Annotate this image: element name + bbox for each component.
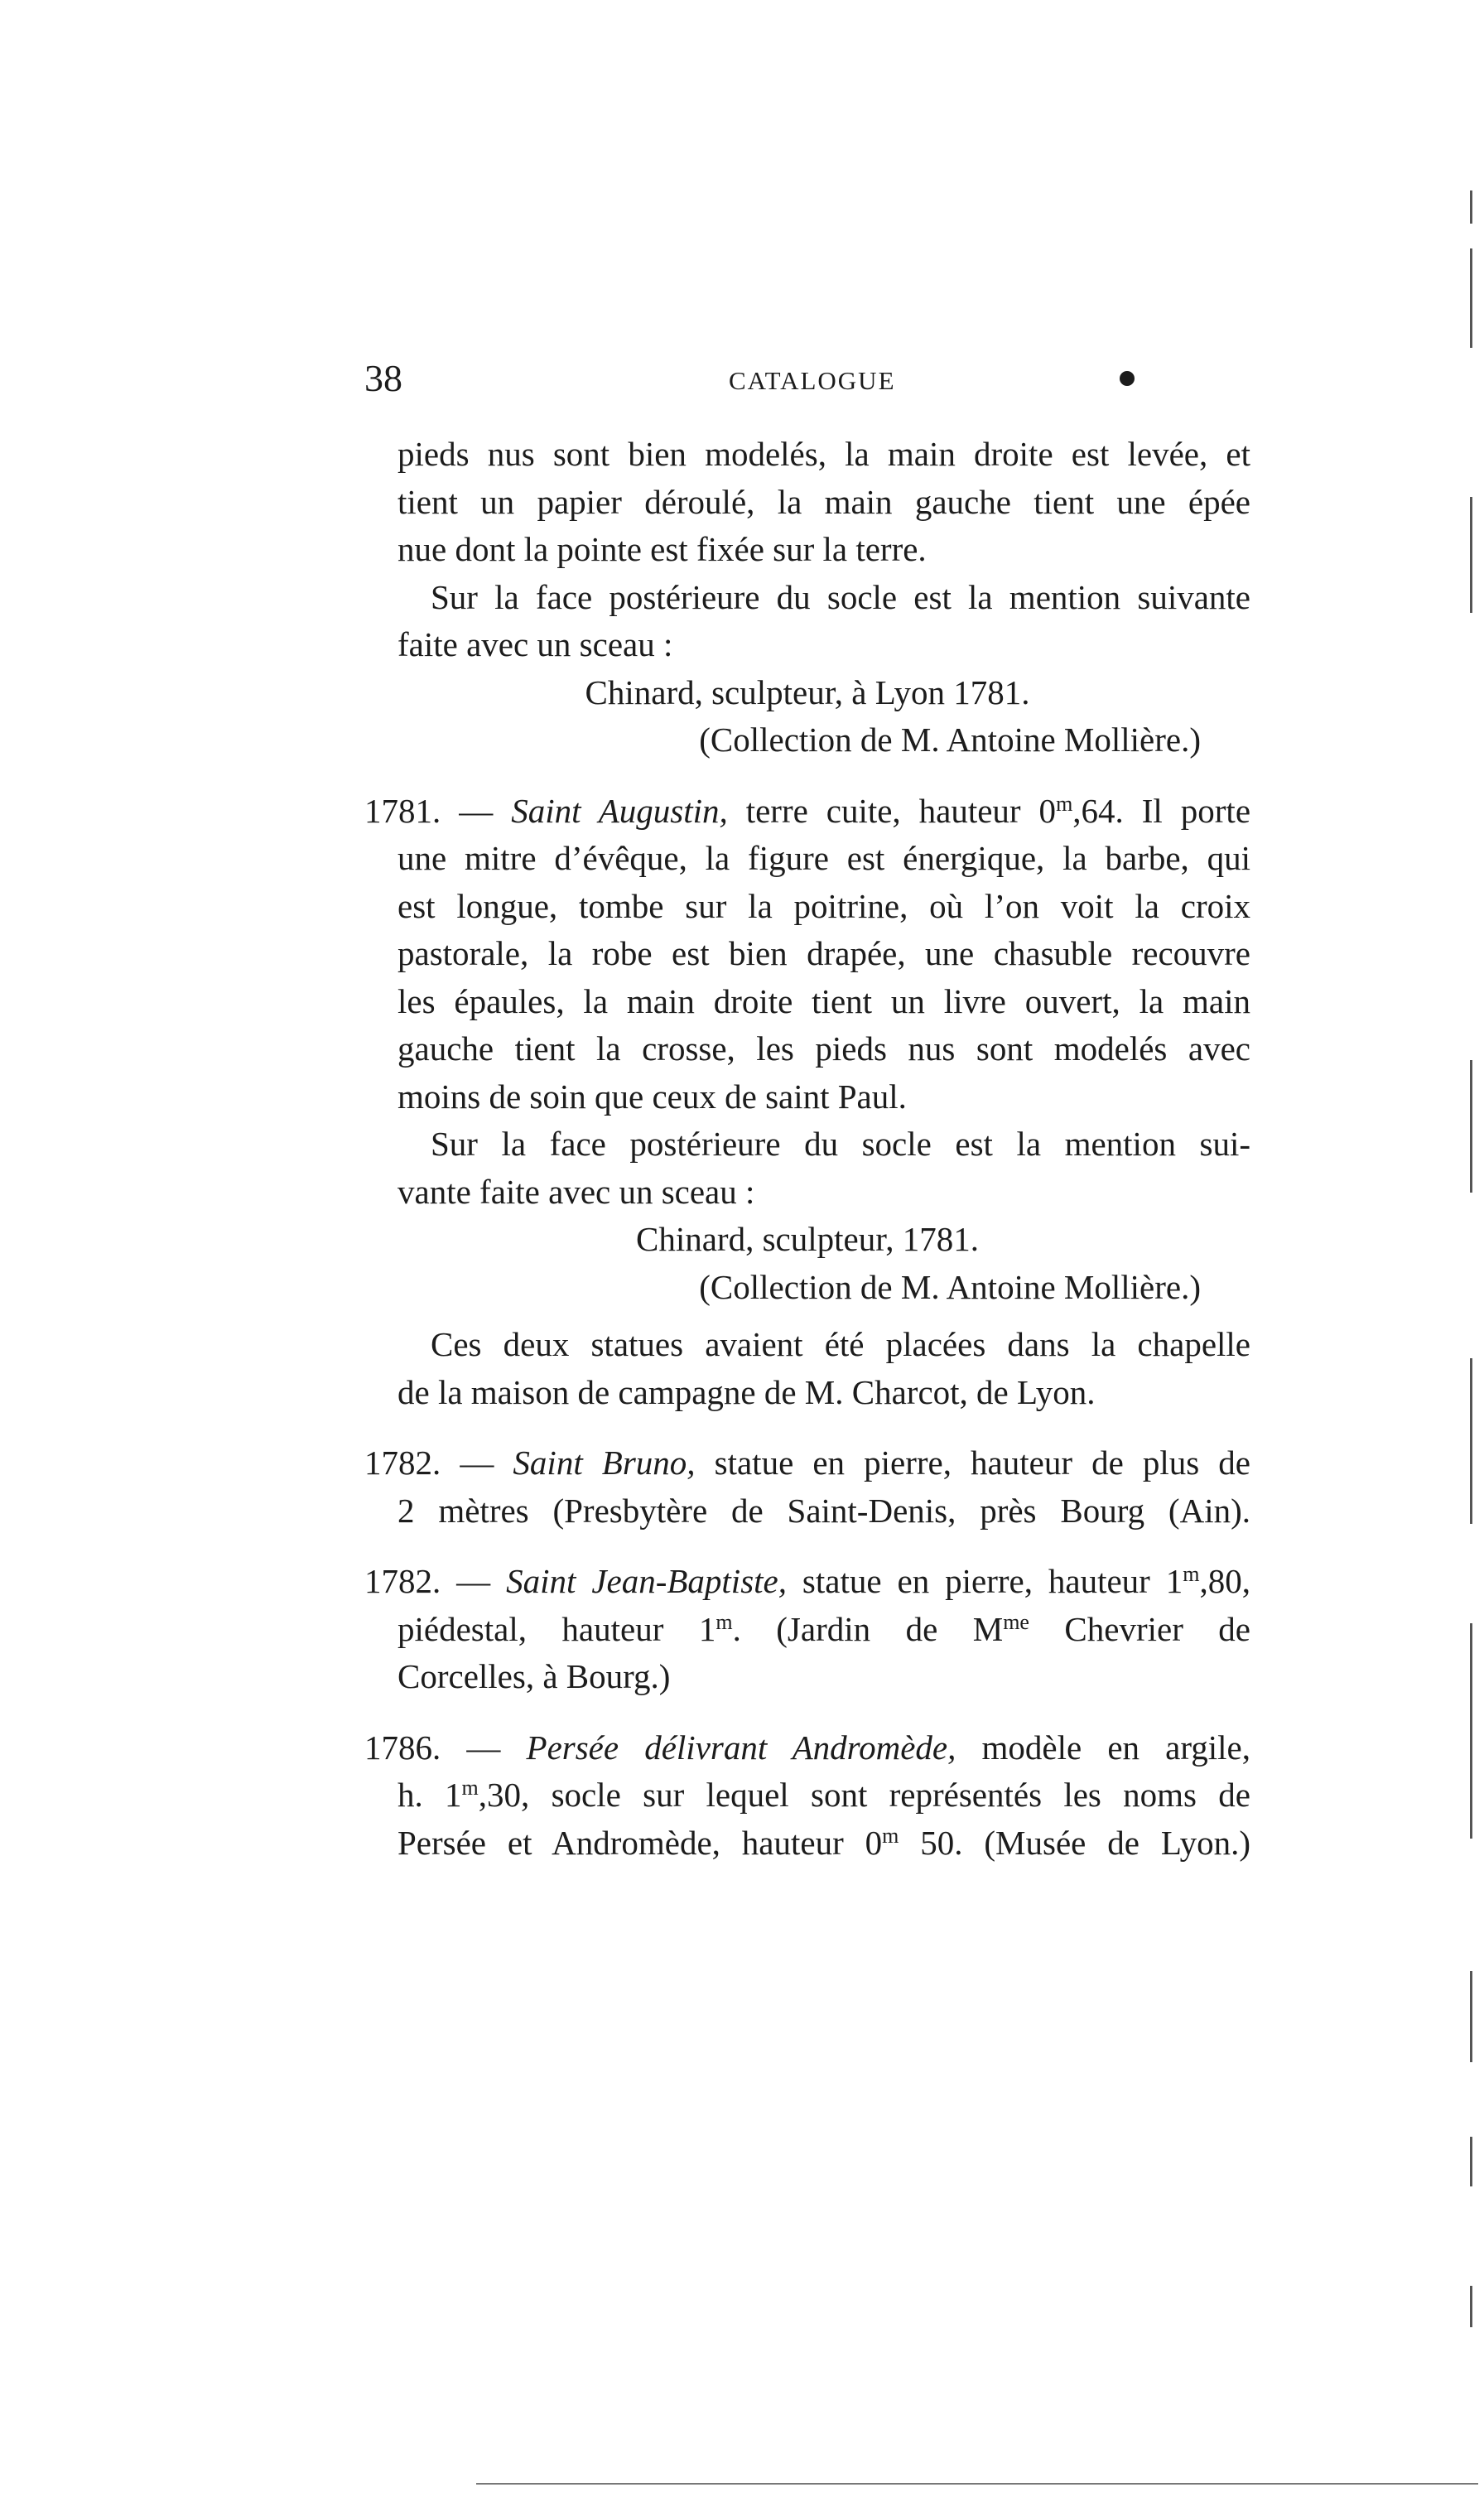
text-line: Corcelles, à Bourg.) — [398, 1657, 671, 1695]
signature-inscription: Chinard, sculpteur, 1781. — [636, 1220, 979, 1258]
text-line: moins de soin que ceux de saint Paul. — [398, 1077, 907, 1116]
text-line — [364, 1820, 1250, 1868]
running-title: CATALOGUE — [729, 366, 896, 395]
text-span: terre cuite, hauteur 0 — [727, 791, 1057, 830]
entry-heading-line — [364, 1724, 1250, 1772]
text-span: 50. (Musée de Lyon.) — [899, 1823, 1250, 1862]
entry-number: 1781. — — [364, 791, 512, 830]
scan-edge-mark — [1470, 1060, 1472, 1193]
text-span: piédestal, hauteur 1 — [398, 1609, 716, 1648]
text-line: faite avec un sceau : — [398, 625, 673, 663]
entry-1782-saint-bruno — [364, 1439, 1250, 1535]
text-span: statue en pierre, hauteur de plus de — [695, 1444, 1250, 1482]
text-line: Ces deux statues avaient été placées dans la chapelle — [431, 1325, 1250, 1363]
scan-edge-mark — [1470, 2137, 1472, 2186]
entry-heading-line — [364, 788, 1250, 836]
text-line: nue dont la pointe est fixée sur la terre. — [398, 530, 927, 568]
collection-note: (Collection de M. Antoine Mollière.) — [699, 1267, 1201, 1306]
text-line: de la maison de campagne de M. Charcot, de Lyon. — [398, 1372, 1096, 1411]
text-line: pastorale, la robe est bien drapée, une chasuble recouvre — [398, 934, 1250, 972]
scan-edge-mark — [1470, 190, 1472, 224]
text-span: Chevrier de — [1029, 1609, 1250, 1648]
entry-heading-line — [364, 1439, 1250, 1487]
scan-edge-mark — [1470, 1971, 1472, 2062]
text-line — [364, 1606, 1250, 1654]
text-line: pieds nus sont bien modelés, la main droite est levée, et — [398, 435, 1250, 473]
text-line: tient un papier déroulé, la main gauche tient une épée — [398, 482, 1250, 521]
spacer — [364, 1535, 1250, 1558]
text-line: vante faite avec un sceau : — [398, 1172, 755, 1211]
superscript: m — [1183, 1562, 1200, 1586]
entry-title: Saint Jean-Baptiste, — [506, 1562, 787, 1600]
entry-title: Persée délivrant Andromède, — [526, 1728, 956, 1767]
text-line: une mitre d’évêque, la figure est énergique, la barbe, qui — [398, 839, 1250, 877]
text-span: modèle en argile, — [956, 1728, 1250, 1767]
scan-edge-mark — [1470, 1358, 1472, 1524]
signature-inscription: Chinard, sculpteur, à Lyon 1781. — [585, 672, 1030, 711]
scan-edge-mark — [1470, 497, 1472, 613]
text-span: ,80, — [1199, 1562, 1250, 1600]
bullet-mark — [1120, 371, 1135, 386]
text-line: 2 mètres (Presbytère de Saint-Denis, près Bourg (Ain). — [398, 1491, 1250, 1530]
text-span: . (Jardin de M — [732, 1609, 1004, 1648]
entry-number: 1782. — — [364, 1444, 513, 1482]
superscript: m — [461, 1776, 479, 1800]
text-line: Sur la face postérieure du socle est la mention sui- — [431, 1125, 1250, 1163]
text-line — [364, 1772, 1250, 1820]
text-span: h. 1 — [398, 1776, 462, 1814]
spacer — [364, 1311, 1250, 1321]
scan-edge-mark — [1470, 248, 1472, 348]
spacer — [364, 1416, 1250, 1439]
intro-paragraph — [364, 431, 1250, 764]
spacer — [364, 1701, 1250, 1724]
text-span: statue en pierre, hauteur 1 — [787, 1562, 1183, 1600]
entry-heading-line — [364, 1558, 1250, 1606]
entry-1781-saint-augustin — [364, 788, 1250, 1417]
entry-title: Saint Augustin, — [511, 791, 728, 830]
scan-edge-mark — [1470, 2286, 1472, 2327]
catalogue-text — [364, 431, 1250, 1867]
text-line: les épaules, la main droite tient un livre ouvert, la main — [398, 981, 1250, 1020]
text-line: gauche tient la crosse, les pieds nus sont modelés avec — [398, 1029, 1250, 1068]
superscript: m — [1056, 791, 1073, 816]
scan-bottom-edge — [476, 2483, 1478, 2485]
entry-1782-saint-jean-baptiste — [364, 1558, 1250, 1701]
spacer — [364, 764, 1250, 788]
text-span: Persée et Andromède, hauteur 0 — [398, 1823, 883, 1862]
page-header — [364, 356, 1143, 406]
collection-note: (Collection de M. Antoine Mollière.) — [699, 721, 1201, 759]
scan-edge-mark — [1470, 1623, 1472, 1839]
page-number: 38 — [364, 357, 402, 399]
entry-title: Saint Bruno, — [513, 1444, 696, 1482]
text-line: Sur la face postérieure du socle est la mention suivante — [431, 577, 1250, 616]
entry-number: 1782. — — [364, 1562, 507, 1600]
superscript: m — [882, 1823, 899, 1848]
text-span: ,64. Il porte — [1072, 791, 1251, 830]
text-span: ,30, socle sur lequel sont représentés les noms de — [478, 1776, 1250, 1814]
superscript: me — [1003, 1609, 1029, 1634]
entry-1786-persee-delivrant-andromede — [364, 1724, 1250, 1868]
superscript: m — [716, 1609, 733, 1634]
entry-number: 1786. — — [364, 1728, 527, 1767]
text-line: est longue, tombe sur la poitrine, où l’on voit la croix — [398, 886, 1250, 925]
